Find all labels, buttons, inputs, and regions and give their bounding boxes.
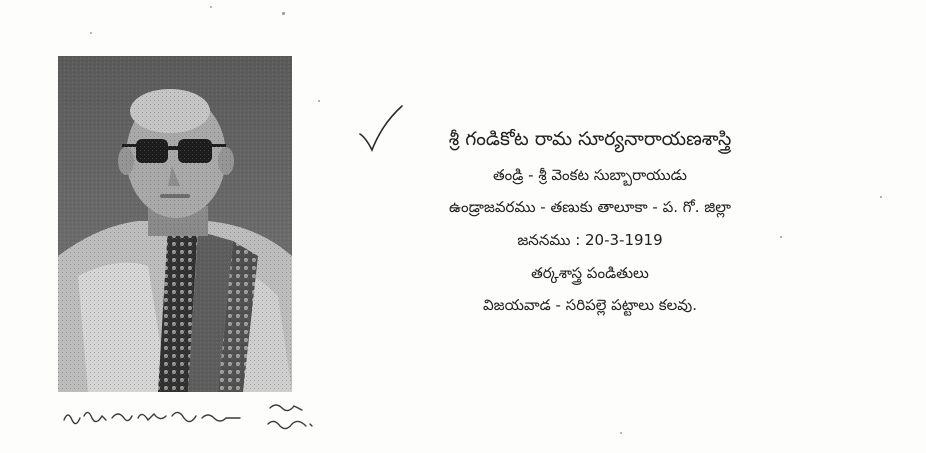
handwritten-signature: [62, 398, 352, 438]
portrait-photo: [58, 56, 292, 392]
father-name: తండ్రి - శ్రీ వెంకట సుబ్బారాయుడు: [493, 166, 687, 184]
scan-speck: [880, 196, 882, 198]
scan-speck: [318, 100, 320, 102]
checkmark-icon: [358, 104, 404, 156]
address-line: విజయవాడ - సరిపల్లె పట్టాలు కలవు.: [482, 296, 698, 314]
scan-speck: [282, 12, 285, 15]
portrait-photo-icon: [58, 56, 292, 392]
person-name: శ్రీ గండికోట రామ సూర్యనారాయణశాస్త్రి: [448, 128, 732, 150]
birth-date: జననము : 20-3-1919: [517, 231, 663, 249]
scan-speck: [90, 32, 92, 34]
scan-speck: [780, 236, 782, 238]
scan-speck: [620, 432, 622, 434]
biography-text: [400, 128, 780, 313]
scan-speck: [210, 6, 212, 8]
scholar-title: తర్కశాస్త్ర పండితులు: [531, 264, 649, 282]
native-place: ఉండ్రాజవరము - తణుకు తాలూకా - ప. గో. జిల్లా: [449, 198, 731, 216]
